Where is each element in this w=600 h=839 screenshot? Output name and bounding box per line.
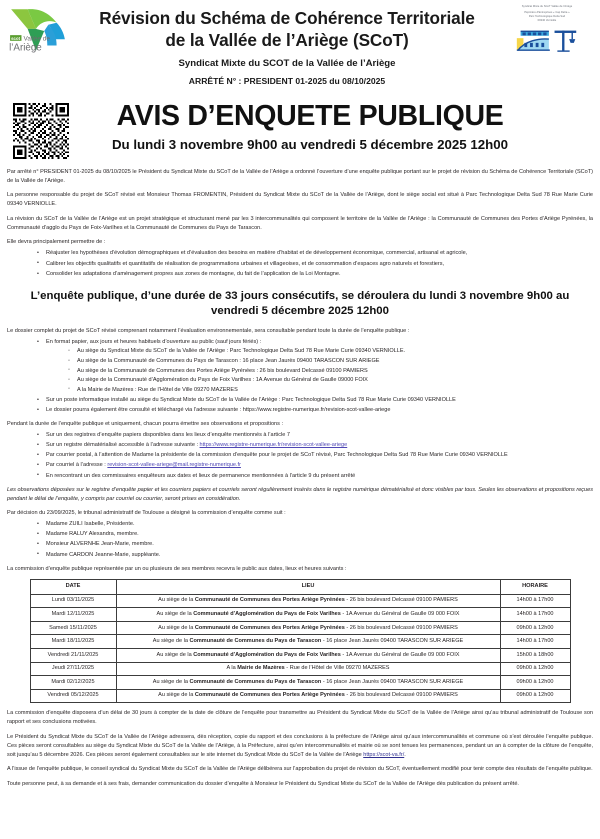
paragraph-communication-dossier: Toute personne peut, à sa demande et à ses frais, demander communication du dossier d’enquête à Monsieur le Président du Syndicat Mixte du SCoT de la Vallée de l’Ariège dès publication du présent arrêté. [7,780,519,787]
document-body [7,168,593,789]
cell-date: Mardi 02/12/2025 [30,676,116,690]
table-row [30,621,570,635]
list-item: • Réajuster les hypothèses d’évolution démographiques et d’évaluation des besoins en matière d’habitat et de développement économique, commercial, artisanal et agricole, [37,249,593,258]
subtitle: Syndicat Mixte du SCOT de la Vallée de l’Ariège [178,58,396,70]
list-item: ◦ Au siège du Syndicat Mixte du SCoT de la Vallée de l’Ariège : Parc Technologique Delta Sud 78 Rue Marie Curie 09340 VERNIOLLE. [68,347,593,356]
list-item: • Consolider les adaptations d’aménagement propres aux zones de montagne, du fait de l’application de la Loi Montagne. [37,270,593,279]
list-item [37,406,593,415]
svg-text:Vallée de: Vallée de [23,35,50,43]
paragraph-arrete: Par arrêté n° PRESIDENT 01-2025 du 08/10/2025 le Président du Syndicat Mixte du SCoT de la Vallée de l’Ariège a ordonné l’ouverture d’une enquête publique portant sur le projet de révision du Schéma de Cohérence Territoriale (SCoT) de la Vallée de l’Ariège. [7,169,593,184]
document-tail [7,709,593,788]
list-item: • Madame RALUY Alexandra, membre. [37,530,593,539]
table-row [30,676,570,690]
obs-courriel-prefix: Par courriel à l’adresse : [46,462,108,469]
cell-horaire: 15h00 à 18h00 [500,649,570,663]
cell-lieu: Au siège de la Communauté de Communes du Pays de Tarascon - 16 place Jean Jaurès 09400 TARASCON SUR ARIEGE [116,676,500,690]
paragraph-responsable: La personne responsable du projet de SCoT révisé est Monsieur Thomas FROMENTIN, Président du Syndicat Mixte du SCoT de la Vallée de l’Ariège, dont le siège social est situé à Parc Technologique Delta Sud 78 Rue Marie Curie 09340 VERNIOLLE. [7,192,593,208]
scot-vallee-ariege-logo [7,3,73,57]
cell-lieu: Au siège de la Communauté de Communes du Pays de Tarascon - 16 place Jean Jaurès 09400 TARASCON SUR ARIEGE [116,635,500,649]
paragraph-approbation: A l’issue de l’enquête publique, le conseil syndical du Syndicat Mixte du SCoT de la Vallée de l’Ariège délibérera sur l’approbation du projet de révision du SCoT, éventuellement modifié pour tenir compte des résultats de l’enquête publique. [7,766,593,773]
address-line-2: Pépinière d'Entreprises « Cap Delta » [524,11,570,15]
cell-lieu: Au siège de la Communauté de Communes des Portes Ariège Pyrénées - 26 bis boulevard Delcassé 09100 PAMIERS [116,689,500,703]
list-item: ◦ Au siège de la Communauté de Communes des Portes Ariège Pyrénées : 26 bis boulevard Delcassé 09100 PAMIERS [68,367,593,376]
list-item: • Madame CARDON Jeanne-Marie, suppléante. [37,551,593,560]
permanences-table [30,579,571,703]
cell-horaire: 14h00 à 17h00 [500,594,570,608]
cell-lieu: Au siège de la Communauté de Communes des Portes Ariège Pyrénées - 26 bis boulevard Delcassé 09100 PAMIERS [116,621,500,635]
cell-lieu: Au siège de la Communauté d’Agglomération du Pays de Foix Varilhes - 1A Avenue du Général de Gaulle 09 000 FOIX [116,649,500,663]
paragraph-dossier-intro: Le dossier complet du projet de SCoT révisé comprenant notamment l’évaluation environnementale, sera consultable pendant toute la durée de l’enquête publique : [7,328,410,335]
obs-demat-prefix: Sur un registre dématérialisé accessible à l’adresse suivante : [46,442,200,449]
column-header-lieu: LIEU [116,580,500,595]
svg-text:scot: scot [11,35,21,41]
list-item: ◦ Au siège de la Communauté d’Agglomération du Pays de Foix Varilhes : 1A Avenue du Général de Gaulle 09000 FOIX [68,376,593,385]
cell-date: Vendredi 05/12/2025 [30,689,116,703]
syndicat-address-logo [501,3,593,62]
list-item: • Madame ZUILI Isabelle, Présidente. [37,520,593,529]
list-item: ◦ Au siège de la Communauté de Communes du Pays de Tarascon : 16 place Jean Jaurès 09400 TARASCON SUR ARIEGE [68,357,593,366]
qr-code-container [7,101,75,159]
list-item: • Monsieur ALVERNHE Jean-Marie, membre. [37,540,593,549]
title-line-1: Révision du Schéma de Cohérence Territoriale [99,8,475,28]
avis-banner [7,101,593,159]
cell-date: Jeudi 27/11/2025 [30,662,116,676]
cell-lieu: Au siège de la Communauté de Communes des Portes Ariège Pyrénées - 26 bis boulevard Delcassé 09100 PAMIERS [116,594,500,608]
registre-numerique-url[interactable]: https://www.registre-numerique.fr/revision-scot-vallee-ariege [242,407,391,413]
cell-lieu: A la Mairie de Mazères - Rue de l’Hôtel de Ville 09270 MAZERES [116,662,500,676]
objectifs-list [7,249,593,278]
consultation-lieux-list [46,347,593,394]
title-line-2: de la Vallée de l’Ariège (SCoT) [165,30,409,51]
qr-code-icon[interactable] [13,103,69,159]
paragraph-commission-intro: Par décision du 23/09/2025, le tribunal administratif de Toulouse a désigné la commission d’enquête comme suit : [7,510,286,517]
scot-va-site-link[interactable]: https://scot-va.fr/ [363,751,405,758]
consult-web-prefix: Le dossier pourra également être consulté et téléchargé via l’adresse suivante : [46,407,243,413]
enquete-duration-banner: L’enquête publique, d’une durée de 33 jours consécutifs, se déroulera du lundi 3 novembre 9h00 au vendredi 5 décembre 2025 12h00 [30,289,570,317]
title-block [73,3,501,86]
address-line-1: Syndicat Mixte du SCoT Vallée de l'Ariège [521,5,573,8]
cell-horaire: 09h00 à 12h00 [500,662,570,676]
arrete-reference: ARRÊTÉ N° : PRESIDENT 01-2025 du 08/10/2025 [188,76,386,87]
table-row [30,635,570,649]
paragraph-objectifs-intro: Elle devra principalement permettre de : [7,239,106,246]
list-item: • Sur un poste informatique installé au siège du Syndicat Mixte du SCoT de la Vallée de l’Ariège : Parc Technologique Delta Sud 78 Rue Marie Curie 09340 VERNIOLLE [37,396,593,405]
list-item: ◦ A la Mairie de Mazères : Rue de l’Hôtel de Ville 09270 MAZERES [68,386,593,395]
observations-list [7,431,593,481]
bridge-crane-icon [514,24,580,57]
consultation-list [7,338,593,415]
cell-horaire: 14h00 à 17h00 [500,635,570,649]
table-row [30,689,570,703]
column-header-date: DATE [30,580,116,595]
syndicat-address-text [501,5,593,23]
cell-horaire: 14h00 à 17h00 [500,608,570,622]
list-item: • En rencontrant un des commissaires enquêteurs aux dates et lieux de permanence mentionnées à l’article 9 du présent arrêté [37,472,593,481]
courriel-link[interactable]: revision-scot-vallee-ariege@mail.registre-numerique.fr [107,462,241,469]
table-row [30,608,570,622]
list-item: • Par courrier postal, à l’attention de Madame la présidente de la commission d’enquête pour le projet de SCoT révisé, Parc Technologique Delta Sud 78 Rue Marie Curie 09340 VERNIOLLE [37,451,593,460]
consult-papier-label: En format papier, aux jours et heures habituels d’ouverture au public (sauf jours fériés) : [46,339,262,346]
registre-demat-link[interactable]: https://www.registre-numerique.fr/revision-scot-vallee-ariege [199,442,348,449]
paragraph-observations-intro: Pendant la durée de l’enquête publique et uniquement, chacun pourra émettre ses observations et propositions : [7,420,283,427]
diffusion-text-b: . [404,751,406,758]
table-header-row [30,580,570,595]
list-item [37,441,593,450]
commission-list [7,520,593,560]
paragraph-delai-rapport: La commission d’enquête disposera d’un délai de 30 jours à compter de la date de clôture de l’enquête pour transmettre au Président du Syndicat Mixte du SCoT de la Vallée de l’Ariège ainsi qu’au tribunal administratif de Toulouse son rapport et ses conclusions motivées. [7,710,593,726]
cell-date: Mardi 12/11/2025 [30,608,116,622]
avis-title: AVIS D’ENQUETE PUBLIQUE [116,100,504,132]
permanences-table-body [30,594,570,703]
list-item: • Sur un des registres d’enquête papiers disponibles dans les lieux d’enquête mentionnés à l’article 7 [37,431,593,440]
paragraph-observations-note: Les observations déposées sur le registre d’enquête papier et les courriers papiers et courriels seront régulièrement insérés dans le registre numérique dématérialisé et donc visibles par tous. Seules les observations et propositions reçues pendant le délai de l’enquête, y compris par courriel ou courrier, seront prises en considération. [7,486,593,502]
svg-text:l’Ariège: l’Ariège [9,42,42,54]
diffusion-text-a: Le Président du Syndicat Mixte du SCoT de la Vallée de l’Ariège adressera, dès réception, copie du rapport et des conclusions à la préfecture de l’Ariège ainsi qu’aux intercommunalités et commune où s’est déroulée l’enquête publique. Ces pièces seront consultables au siège du Syndicat Mixte du SCoT de la Vallée de l’Ariège, à la Préfecture, ainsi qu’en intercommunalités et mairie où se sont tenues les permanences, pendant un an à compter de la clôture de l’enquête, soit jusqu’au 5 décembre 2026. Ces pièces seront également consultables sur le site internet du Syndicat Mixte du SCoT de la Vallée de l’Ariège [7,733,593,758]
table-row [30,594,570,608]
paragraph-permanences-intro: La commission d’enquête publique représentée par un ou plusieurs de ses membres recevra le public aux dates, lieux et heures suivants : [7,565,347,572]
va-monogram-icon [7,5,69,57]
table-row [30,649,570,663]
avis-title-block [75,101,593,152]
cell-horaire: 09h00 à 12h00 [500,621,570,635]
cell-date: Mardi 18/11/2025 [30,635,116,649]
paragraph-intercommunalites: La révision du SCoT de la Vallée de l’Ariège est un projet stratégique et structurant mené par les 3 intercommunalités qui composent le territoire de la Vallée de l’Ariège : la Communauté de Communes des Portes d’Ariège Pyrénées, la Communauté d’agglo du Pays de Foix-Varilhes et la Communauté de Communes du Pays de Tarascon. [7,215,593,231]
address-line-3: Parc Technologique Delta Sud [528,15,566,19]
paragraph-diffusion-rapport [7,733,593,760]
address-line-4: 09340 Verniolle [537,19,557,23]
cell-horaire: 09h00 à 12h00 [500,689,570,703]
avis-dates: Du lundi 3 novembre 9h00 au vendredi 5 décembre 2025 12h00 [111,136,509,152]
cell-date: Vendredi 21/11/2025 [30,649,116,663]
cell-date: Lundi 03/11/2025 [30,594,116,608]
cell-horaire: 09h00 à 12h00 [500,676,570,690]
list-item: • Calibrer les objectifs qualitatifs et quantitatifs de réalisation de programmations urbaines et villageoises, et de consommation d’espaces agro naturels et forestiers, [37,260,593,269]
document-header [7,3,593,99]
cell-date: Samedi 15/11/2025 [30,621,116,635]
list-item [37,338,593,394]
column-header-horaire: HORAIRE [500,580,570,595]
cell-lieu: Au siège de la Communauté d’Agglomération du Pays de Foix Varilhes - 1A Avenue du Général de Gaulle 09 000 FOIX [116,608,500,622]
list-item [37,461,593,470]
table-row [30,662,570,676]
